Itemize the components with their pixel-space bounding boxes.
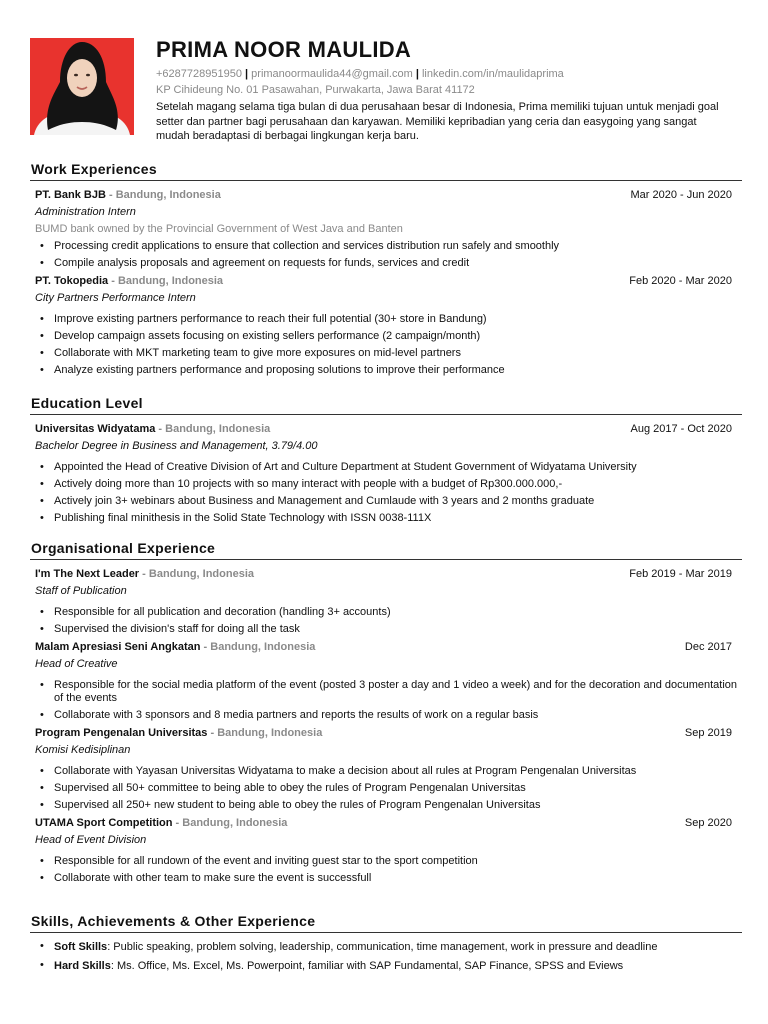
entry-organization: Malam Apresiasi Seni Angkatan xyxy=(35,641,201,653)
list-item: • Responsible for all publication and decoration (handling 3+ accounts) xyxy=(30,604,742,621)
entry-date: Dec 2017 xyxy=(684,641,732,653)
list-item: • Supervised the division's staff for doing all the task xyxy=(30,621,742,638)
list-item: • Processing credit applications to ensure that collection and services distribution run safely and smoothly xyxy=(30,238,742,255)
list-item-soft-skills xyxy=(30,938,742,957)
entry-organization: Universitas Widyatama xyxy=(35,423,156,435)
entry-header xyxy=(30,725,742,742)
entry-header xyxy=(30,187,742,204)
entry-pengenalan-universitas xyxy=(30,725,742,814)
list-item: • Analyze existing partners performance and proposing solutions to improve their performance xyxy=(30,362,742,379)
skill-key: Soft Skills xyxy=(54,941,108,953)
skill-value: : Ms. Office, Ms. Excel, Ms. Powerpoint, familiar with SAP Fundamental, SAP Finance, SPSS and Eviews xyxy=(110,960,624,972)
entry-date: Sep 2019 xyxy=(684,727,732,739)
list-item: • Develop campaign assets focusing on existing sellers performance (2 campaign/month) xyxy=(30,328,742,345)
entry-organization: UTAMA Sport Competition xyxy=(35,817,173,829)
list-item: • Actively doing more than 10 projects with so many interact with people with a budget of Rp300.000.000,- xyxy=(30,476,742,493)
address: KP Cihideung No. 01 Pasawahan, Purwakarta, Jawa Barat 41172 xyxy=(156,84,475,96)
list-item: • Actively join 3+ webinars about Business and Management and Cumlaude with 3 years and 2 months graduate xyxy=(30,493,742,510)
list-item: • Collaborate with MKT marketing team to give more exposures on mid-level partners xyxy=(30,345,742,362)
entry-bank-bjb xyxy=(30,187,742,272)
section-work xyxy=(30,160,742,379)
entry-role: Head of Creative xyxy=(35,658,118,670)
list-item: • Appointed the Head of Creative Division of Art and Culture Department at Student Government of Widyatama University xyxy=(30,459,742,476)
entry-organization: PT. Tokopedia xyxy=(35,275,109,287)
list-item: • Collaborate with Yayasan Universitas Widyatama to make a decision about all rules at Program Pengenalan Universitas xyxy=(30,763,742,780)
list-item: • Supervised all 250+ new student to being able to obey the rules of Program Pengenalan Universitas xyxy=(30,797,742,814)
entry-role: Staff of Publication xyxy=(35,585,127,597)
entry-widyatama xyxy=(30,421,742,527)
entry-location: - Bandung, Indonesia xyxy=(158,423,271,435)
email-link[interactable]: primanoormaulida44@gmail.com xyxy=(251,68,413,80)
entry-organization: PT. Bank BJB xyxy=(35,189,106,201)
entry-next-leader xyxy=(30,566,742,638)
entry-location: - Bandung, Indonesia xyxy=(111,275,224,287)
phone-number[interactable]: +6287728951950 xyxy=(156,68,242,80)
section-title: Skills, Achievements & Other Experience xyxy=(30,912,742,933)
entry-utama-sport xyxy=(30,815,742,887)
section-skills xyxy=(30,912,742,976)
list-item: • Collaborate with 3 sponsors and 8 media partners and reports the results of work on a regular basis xyxy=(30,707,742,724)
list-item: • Collaborate with other team to make sure the event is successfull xyxy=(30,870,742,887)
entry-organization: Program Pengenalan Universitas xyxy=(35,727,208,739)
entry-header xyxy=(30,566,742,583)
entry-role: Administration Intern xyxy=(35,206,136,218)
profile-photo xyxy=(30,38,134,135)
person-icon xyxy=(30,38,134,135)
section-education xyxy=(30,394,742,527)
entry-malam-apresiasi xyxy=(30,639,742,724)
list-item: • Publishing final minithesis in the Solid State Technology with ISSN 0038-111X xyxy=(30,510,742,527)
entry-location: - Bandung, Indonesia xyxy=(142,568,255,580)
entry-location: - Bandung, Indonesia xyxy=(203,641,316,653)
entry-date: Aug 2017 - Oct 2020 xyxy=(630,423,732,435)
bullet-list xyxy=(30,311,742,379)
entry-role: Bachelor Degree in Business and Management, 3.79/4.00 xyxy=(35,440,318,452)
entry-date: Mar 2020 - Jun 2020 xyxy=(630,189,732,201)
skills-list xyxy=(30,938,742,976)
summary: Setelah magang selama tiga bulan di dua perusahaan besar di Indonesia, Prima memiliki tujuan untuk menjadi goal setter dan partner bagi perusahaan dan karyawan. Memiliki kepribadian yang ceria dan easygoing yang sangat mudah beradaptasi di berbagai lingkungan kerja baru. xyxy=(156,101,719,142)
linkedin-link[interactable]: linkedin.com/in/maulidaprima xyxy=(421,68,564,80)
bullet-list xyxy=(30,459,742,527)
entry-location: - Bandung, Indonesia xyxy=(175,817,288,829)
list-item: • Improve existing partners performance to reach their full potential (30+ store in Bandung) xyxy=(30,311,742,328)
entry-role: Komisi Kedisiplinan xyxy=(35,744,131,756)
entry-header xyxy=(30,421,742,438)
section-title: Education Level xyxy=(30,394,742,415)
list-item: • Supervised all 50+ committee to being able to obey the rules of Program Pengenalan Universitas xyxy=(30,780,742,797)
list-item: • Responsible for all rundown of the event and inviting guest star to the sport competition xyxy=(30,853,742,870)
entry-header xyxy=(30,639,742,656)
bullet-list xyxy=(30,853,742,887)
entry-location: - Bandung, Indonesia xyxy=(108,189,221,201)
entry-organization: I'm The Next Leader xyxy=(35,568,140,580)
contact-separator: | xyxy=(245,68,249,80)
entry-date: Feb 2019 - Mar 2019 xyxy=(629,568,732,580)
bullet-list xyxy=(30,677,742,724)
section-organisation xyxy=(30,539,742,887)
entry-header xyxy=(30,273,742,290)
entry-description: BUMD bank owned by the Provincial Government of West Java and Banten xyxy=(35,223,403,235)
resume-header xyxy=(156,36,736,144)
bullet-list xyxy=(30,763,742,814)
entry-date: Feb 2020 - Mar 2020 xyxy=(629,275,732,287)
contact-separator: | xyxy=(415,68,419,80)
list-item: • Compile analysis proposals and agreement on requests for funds, services and credit xyxy=(30,255,742,272)
entry-tokopedia xyxy=(30,273,742,379)
list-item-hard-skills xyxy=(30,957,742,976)
bullet-list xyxy=(30,604,742,638)
section-title: Work Experiences xyxy=(30,160,742,181)
section-title: Organisational Experience xyxy=(30,539,742,560)
entry-role: Head of Event Division xyxy=(35,834,147,846)
skill-key: Hard Skills xyxy=(54,960,111,972)
entry-location: - Bandung, Indonesia xyxy=(210,727,323,739)
candidate-name: PRIMA NOOR MAULIDA xyxy=(156,37,412,62)
skill-value: : Public speaking, problem solving, leadership, communication, time management, work in pressure and deadline xyxy=(107,941,658,953)
contact-line xyxy=(156,66,736,82)
entry-header xyxy=(30,815,742,832)
entry-date: Sep 2020 xyxy=(684,817,732,829)
list-item: • Responsible for the social media platform of the event (posted 3 poster a day and 1 video a week) and for the decoration and documentation of the events xyxy=(30,677,742,707)
bullet-list xyxy=(30,238,742,272)
entry-role: City Partners Performance Intern xyxy=(35,292,196,304)
